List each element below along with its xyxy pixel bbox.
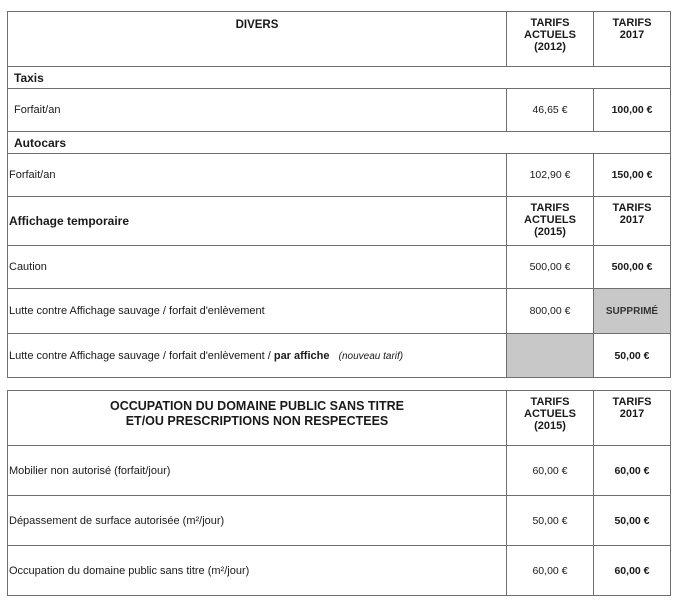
col-header-actual-2015: TARIFS ACTUELS (2015) [507,391,594,446]
row-label: Mobilier non autorisé (forfait/jour) [8,446,507,496]
row-label: Forfait/an [8,154,507,197]
value-actual: 800,00 € [507,289,594,334]
table-row [8,546,671,596]
value-actual: 50,00 € [507,496,594,546]
divers-table [7,11,671,378]
value-2017: 500,00 € [594,246,671,289]
col-header-2017: TARIFS 2017 [594,12,671,67]
section-affichage: Affichage temporaire [8,197,507,246]
section-autocars: Autocars [8,132,671,154]
table-row [8,446,671,496]
table-row [8,289,671,334]
row-label: Occupation du domaine public sans titre (m²/jour) [8,546,507,596]
table-row [8,154,671,197]
value-actual: 60,00 € [507,446,594,496]
value-actual-empty [507,334,594,378]
value-2017-supprime: SUPPRIMÉ [594,289,671,334]
value-2017: 60,00 € [594,546,671,596]
col-header-2017: TARIFS 2017 [594,197,671,246]
row-label: Lutte contre Affichage sauvage / forfait d'enlèvement / par affiche (nouveau tarif) [8,334,507,378]
value-actual: 46,65 € [507,89,594,132]
value-2017: 50,00 € [594,334,671,378]
value-2017: 50,00 € [594,496,671,546]
value-2017: 60,00 € [594,446,671,496]
table-row [8,496,671,546]
col-header-actual-2012: TARIFS ACTUELS (2012) [507,12,594,67]
table-row [8,246,671,289]
value-actual: 60,00 € [507,546,594,596]
row-label: Lutte contre Affichage sauvage / forfait d'enlèvement [8,289,507,334]
section-taxis: Taxis [8,67,671,89]
row-label: Forfait/an [8,89,507,132]
value-2017: 100,00 € [594,89,671,132]
row-label: Caution [8,246,507,289]
value-actual: 500,00 € [507,246,594,289]
value-actual: 102,90 € [507,154,594,197]
occupation-table [7,390,671,596]
col-header-actual-2015: TARIFS ACTUELS (2015) [507,197,594,246]
occupation-title: OCCUPATION DU DOMAINE PUBLIC SANS TITRE ET/OU PRESCRIPTIONS NON RESPECTEES [8,391,507,446]
row-label: Dépassement de surface autorisée (m²/jour) [8,496,507,546]
col-header-2017: TARIFS 2017 [594,391,671,446]
value-2017: 150,00 € [594,154,671,197]
table-row [8,89,671,132]
table-row [8,334,671,378]
divers-title: DIVERS [8,12,507,67]
